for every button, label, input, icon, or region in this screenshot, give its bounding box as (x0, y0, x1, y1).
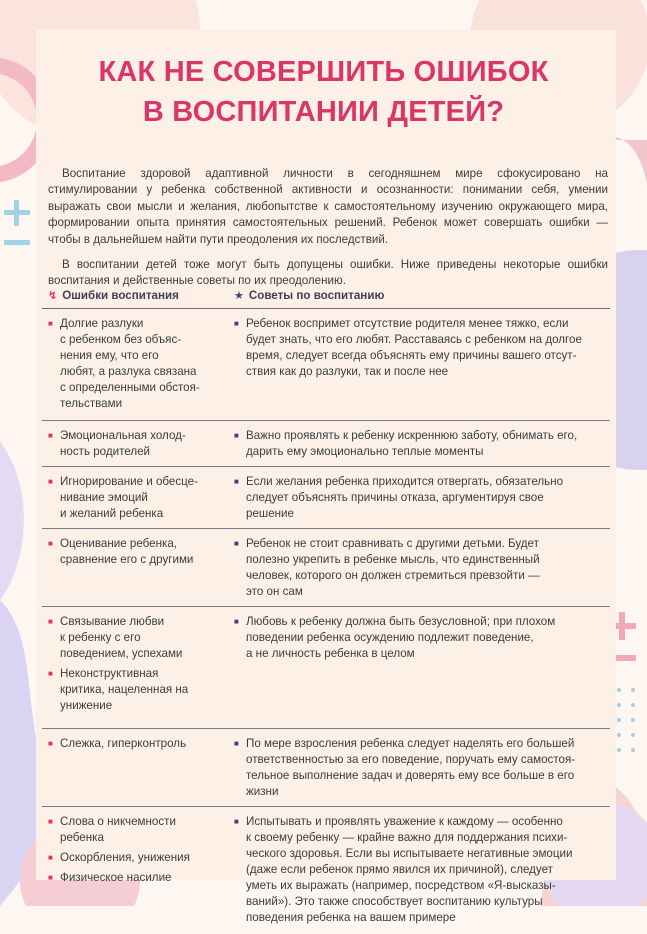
mistake-text: Слежка, гиперконтроль (60, 737, 187, 750)
table-row (42, 807, 610, 934)
bullet-icon: ■ (48, 319, 53, 328)
advice-text: Испытывать и проявлять уважение к каждому — особенно к своему ребенку — крайне важно для поддержания психи- ческого здоровья. Если вы испытываете негативные эмоции (даже если ребенок прямо явился их причиной), следует уметь их выражать (например, посредством «Я-высказы- ваний»). Это также способствует воспитанию культуры поведения ребенка на вашем примере (246, 815, 573, 924)
bullet-icon: ■ (48, 617, 53, 626)
bullet-icon: ■ (234, 817, 239, 826)
mistake-text: Слова о никчемности ребенка (60, 815, 176, 844)
advice-item (234, 736, 610, 800)
mistakes-cell (42, 536, 228, 606)
mistake-text: Эмоциональная холод- ность родителей (60, 429, 186, 458)
mistake-text: Неконструктивная критика, нацеленная на унижение (60, 667, 189, 712)
mistake-item (48, 428, 228, 460)
advice-item (234, 814, 610, 926)
table-body (42, 309, 610, 934)
advice-cell (228, 536, 610, 606)
title-line-2: В ВОСПИТАНИИ ДЕТЕЙ? (142, 96, 505, 128)
bullet-icon: ■ (48, 477, 53, 486)
star-icon: ★ (234, 290, 244, 302)
table-header (42, 288, 610, 309)
bullet-icon: ■ (234, 431, 239, 440)
advice-cell (228, 736, 610, 806)
mistake-text: Физическое насилие (60, 871, 172, 884)
mistakes-cell (42, 736, 228, 806)
advice-cell (228, 316, 610, 420)
advice-text: Важно проявлять к ребенку искреннюю заботу, обнимать его, дарить ему эмоционально теплые моменты (246, 429, 578, 458)
mistake-item (48, 316, 228, 412)
mistake-text: Оскорбления, унижения (60, 851, 190, 864)
column-header-mistakes-label: Ошибки воспитания (62, 289, 179, 302)
bullet-icon: ■ (234, 739, 239, 748)
column-header-mistakes (42, 288, 230, 304)
table-row (42, 607, 610, 729)
mistake-item (48, 536, 228, 568)
mistakes-cell (42, 614, 228, 728)
mistake-item (48, 736, 228, 752)
column-header-advice-label: Советы по воспитанию (248, 289, 385, 302)
bullet-icon: ■ (48, 739, 53, 748)
table-row (42, 309, 610, 421)
table-row (42, 529, 610, 607)
mistake-item (48, 666, 228, 714)
title-line-1: КАК НЕ СОВЕРШИТЬ ОШИБОК (98, 56, 549, 88)
table-row (42, 729, 610, 807)
advice-item (234, 614, 610, 662)
bullet-icon: ■ (234, 617, 239, 626)
mistake-text: Игнорирование и обесце- нивание эмоций и желаний ребенка (60, 475, 198, 520)
table-row (42, 467, 610, 529)
bullet-icon: ■ (48, 539, 53, 548)
bullet-icon: ■ (234, 477, 239, 486)
mistake-text: Долгие разлуки с ребенком без объяс- нения ему, что его любят, а разлука связана с определенными обстоя- тельствами (60, 317, 200, 410)
advice-table (42, 288, 610, 934)
intro-paragraph: Воспитание здоровой адаптивной личности в сегодняшнем мире сфокусировано на стимулировании у ребенка собственной активности и осознанности: понимании себя, умении выражать свои мысли и желания, любопытстве к самостоятельному изучению окружающего мира, формировании опыта принятия самостоятельных решений. Ребенок может совершать ошибки — чтобы в дальнейшем найти пути преодоления их последствий. (48, 167, 608, 246)
advice-cell (228, 428, 610, 466)
advice-text: Если желания ребенка приходится отвергать, обязательно следует объяснять причины отказа, аргументируя свое решение (246, 475, 564, 520)
advice-item (234, 316, 610, 380)
bullet-icon: ■ (234, 539, 239, 548)
table-row (42, 421, 610, 467)
bullet-icon: ■ (234, 319, 239, 328)
bullet-icon: ■ (48, 669, 53, 678)
bullet-icon: ■ (48, 817, 53, 826)
advice-text: Любовь к ребенку должна быть безусловной; при плохом поведении ребенка осуждению подлежит поведение, а не личность ребенка в целом (246, 615, 556, 660)
bullet-icon: ■ (48, 873, 53, 882)
advice-cell (228, 814, 610, 934)
mistake-item (48, 870, 228, 886)
advice-cell (228, 474, 610, 528)
mistakes-cell (42, 316, 228, 420)
intro-paragraph: В воспитании детей тоже могут быть допущены ошибки. Ниже приведены некоторые ошибки воспитания и действенные советы по их преодолению. (48, 258, 608, 288)
mistake-item (48, 850, 228, 866)
mistake-item (48, 614, 228, 662)
mistakes-cell (42, 814, 228, 934)
advice-cell (228, 614, 610, 728)
page-title (0, 52, 647, 132)
advice-text: По мере взросления ребенка следует наделять его большей ответственностью за его поведение, поручать ему самостоя- тельное выполнение задач и доверять ему все больше в его жизни (246, 737, 576, 798)
bullet-icon: ■ (48, 853, 53, 862)
intro-text (48, 166, 608, 299)
bullet-icon: ■ (48, 431, 53, 440)
lightning-icon: ↯ (48, 290, 58, 302)
advice-text: Ребенок не стоит сравнивать с другими детьми. Будет полезно укрепить в ребенке мысль, что единственный человек, которого он должен стремиться превзойти — это он сам (246, 537, 540, 598)
mistake-text: Оценивание ребенка, сравнение его с другими (60, 537, 194, 566)
mistakes-cell (42, 428, 228, 466)
advice-item (234, 428, 610, 460)
advice-item (234, 474, 610, 522)
advice-text: Ребенок воспримет отсутствие родителя менее тяжко, если будет знать, что его любят. Расставаясь с ребенком на долгое время, следует всегда объяснять ему причины вашего отсут- ствия как до разлуки, так и после нее (246, 317, 582, 378)
mistake-item (48, 474, 228, 522)
advice-item (234, 536, 610, 600)
column-header-advice (230, 288, 384, 304)
mistakes-cell (42, 474, 228, 528)
mistake-text: Связывание любви к ребенку с его поведением, успехами (60, 615, 183, 660)
mistake-item (48, 814, 228, 846)
